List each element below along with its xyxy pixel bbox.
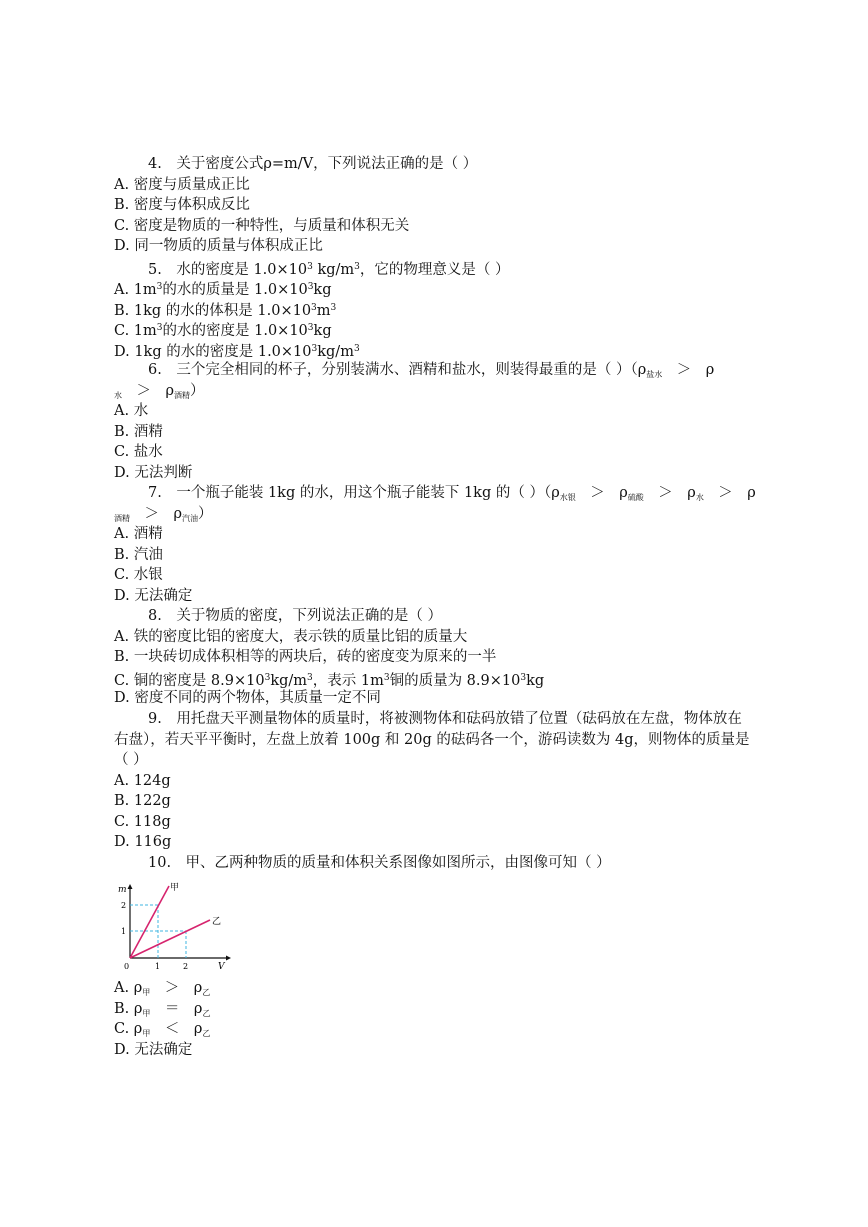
- question-5-stem: 5. 水的密度是 $1.0\times 10^3$ $kg/m^3$，它的物理意义是（ ）: [148, 262, 510, 278]
- question-6-stem-cont: $_水$ ＞ $\rho_{酒精}$）: [114, 383, 205, 400]
- y-axis-arrow: [128, 884, 133, 889]
- question-7-stem: 7. 一个瓶子能装 1kg 的水，用这个瓶子能装下 1kg 的（ ）（$\rho_{水银}$ ＞ $\rho_{硫酸}$ ＞ $\rho_水$ ＞ ρ: [148, 485, 756, 502]
- question-8-stem: 8. 关于物质的密度，下列说法正确的是（ ）: [148, 608, 442, 624]
- q6-option-a: A. 水: [114, 403, 149, 419]
- question-4-stem: 4. 关于密度公式ρ=m/V，下列说法正确的是（ ）: [148, 156, 478, 172]
- q10-option-c: C. $\rho_甲$ ＜ $\rho_乙$: [114, 1021, 211, 1038]
- question-7-stem-cont: $_{酒精}$ ＞ $\rho_{汽油}$）: [114, 506, 213, 523]
- q4-option-c: C. 密度是物质的一种特性，与质量和体积无关: [114, 218, 410, 234]
- line-jia: [130, 886, 169, 958]
- q5-option-b: B. 1kg 的水的体积是 $1.0\times 10^3m^3$: [114, 303, 337, 319]
- line-yi: [130, 920, 210, 958]
- x-axis-arrow: [226, 956, 231, 961]
- q10-option-d: D. 无法确定: [114, 1042, 193, 1058]
- q5-option-a: A. $1m^3$的水的质量是 $1.0\times 10^3kg$: [114, 282, 332, 298]
- question-6-stem: 6. 三个完全相同的杯子，分别装满水、酒精和盐水，则装得最重的是（ ）（$\rho_{盐水}$ ＞ ρ: [148, 362, 715, 379]
- x-tick-2: 2: [183, 962, 189, 971]
- q5-option-d: D. 1kg 的水的密度是 $1.0\times 10^3kg/m^3$: [114, 344, 360, 360]
- q6-option-b: B. 酒精: [114, 424, 163, 440]
- q9-option-c: C. 118g: [114, 814, 171, 830]
- q7-option-c: C. 水银: [114, 567, 163, 583]
- q7-option-a: A. 酒精: [114, 526, 163, 542]
- origin-label: 0: [124, 962, 130, 971]
- q9-option-b: B. 122g: [114, 793, 171, 809]
- q8-option-d: D. 密度不同的两个物体，其质量一定不同: [114, 690, 381, 706]
- q8-option-a: A. 铁的密度比铝的密度大，表示铁的质量比铝的质量大: [114, 629, 468, 645]
- q8-option-c: C. 铜的密度是 $8.9\times 10^3kg/m^3$，表示 $1m^3$铜的质量为 $8.9\times 10^3kg$: [114, 673, 545, 689]
- q7-option-b: B. 汽油: [114, 547, 163, 563]
- q5-option-c: C. $1m^3$的水的密度是 $1.0\times 10^3kg$: [114, 323, 332, 339]
- q4-option-d: D. 同一物质的质量与体积成正比: [114, 238, 323, 254]
- y-tick-1: 1: [121, 927, 127, 936]
- label-yi: 乙: [212, 917, 222, 927]
- question-10-stem: 10. 甲、乙两种物质的质量和体积关系图像如图所示，由图像可知（ ）: [148, 855, 611, 871]
- x-tick-1: 1: [155, 962, 161, 971]
- q8-option-b: B. 一块砖切成体积相等的两块后，砖的密度变为原来的一半: [114, 649, 497, 665]
- q4-option-a: A. 密度与质量成正比: [114, 177, 250, 193]
- y-axis-label: m: [118, 885, 127, 895]
- label-jia: 甲: [170, 883, 180, 893]
- q6-option-c: C. 盐水: [114, 444, 163, 460]
- q10-option-a: A. $\rho_甲$ ＞ $\rho_乙$: [114, 980, 211, 997]
- y-tick-2: 2: [121, 901, 127, 910]
- q10-option-b: B. $\rho_甲$ ＝ $\rho_乙$: [114, 1001, 211, 1018]
- q9-option-d: D. 116g: [114, 834, 172, 850]
- x-axis-label: V: [218, 962, 225, 972]
- q6-option-d: D. 无法判断: [114, 465, 193, 481]
- q7-option-d: D. 无法确定: [114, 588, 193, 604]
- mass-volume-graph: [114, 880, 234, 972]
- question-9-stem: 9. 用托盘天平测量物体的质量时，将被测物体和砝码放错了位置（砝码放在左盘，物体放在右盘），若天平平衡时，左盘上放着 100g 和 20g 的砝码各一个，游码读数为 4g，则物体的质量是（ ）: [114, 711, 750, 768]
- q9-option-a: A. 124g: [114, 773, 171, 789]
- q4-option-b: B. 密度与体积成反比: [114, 197, 250, 213]
